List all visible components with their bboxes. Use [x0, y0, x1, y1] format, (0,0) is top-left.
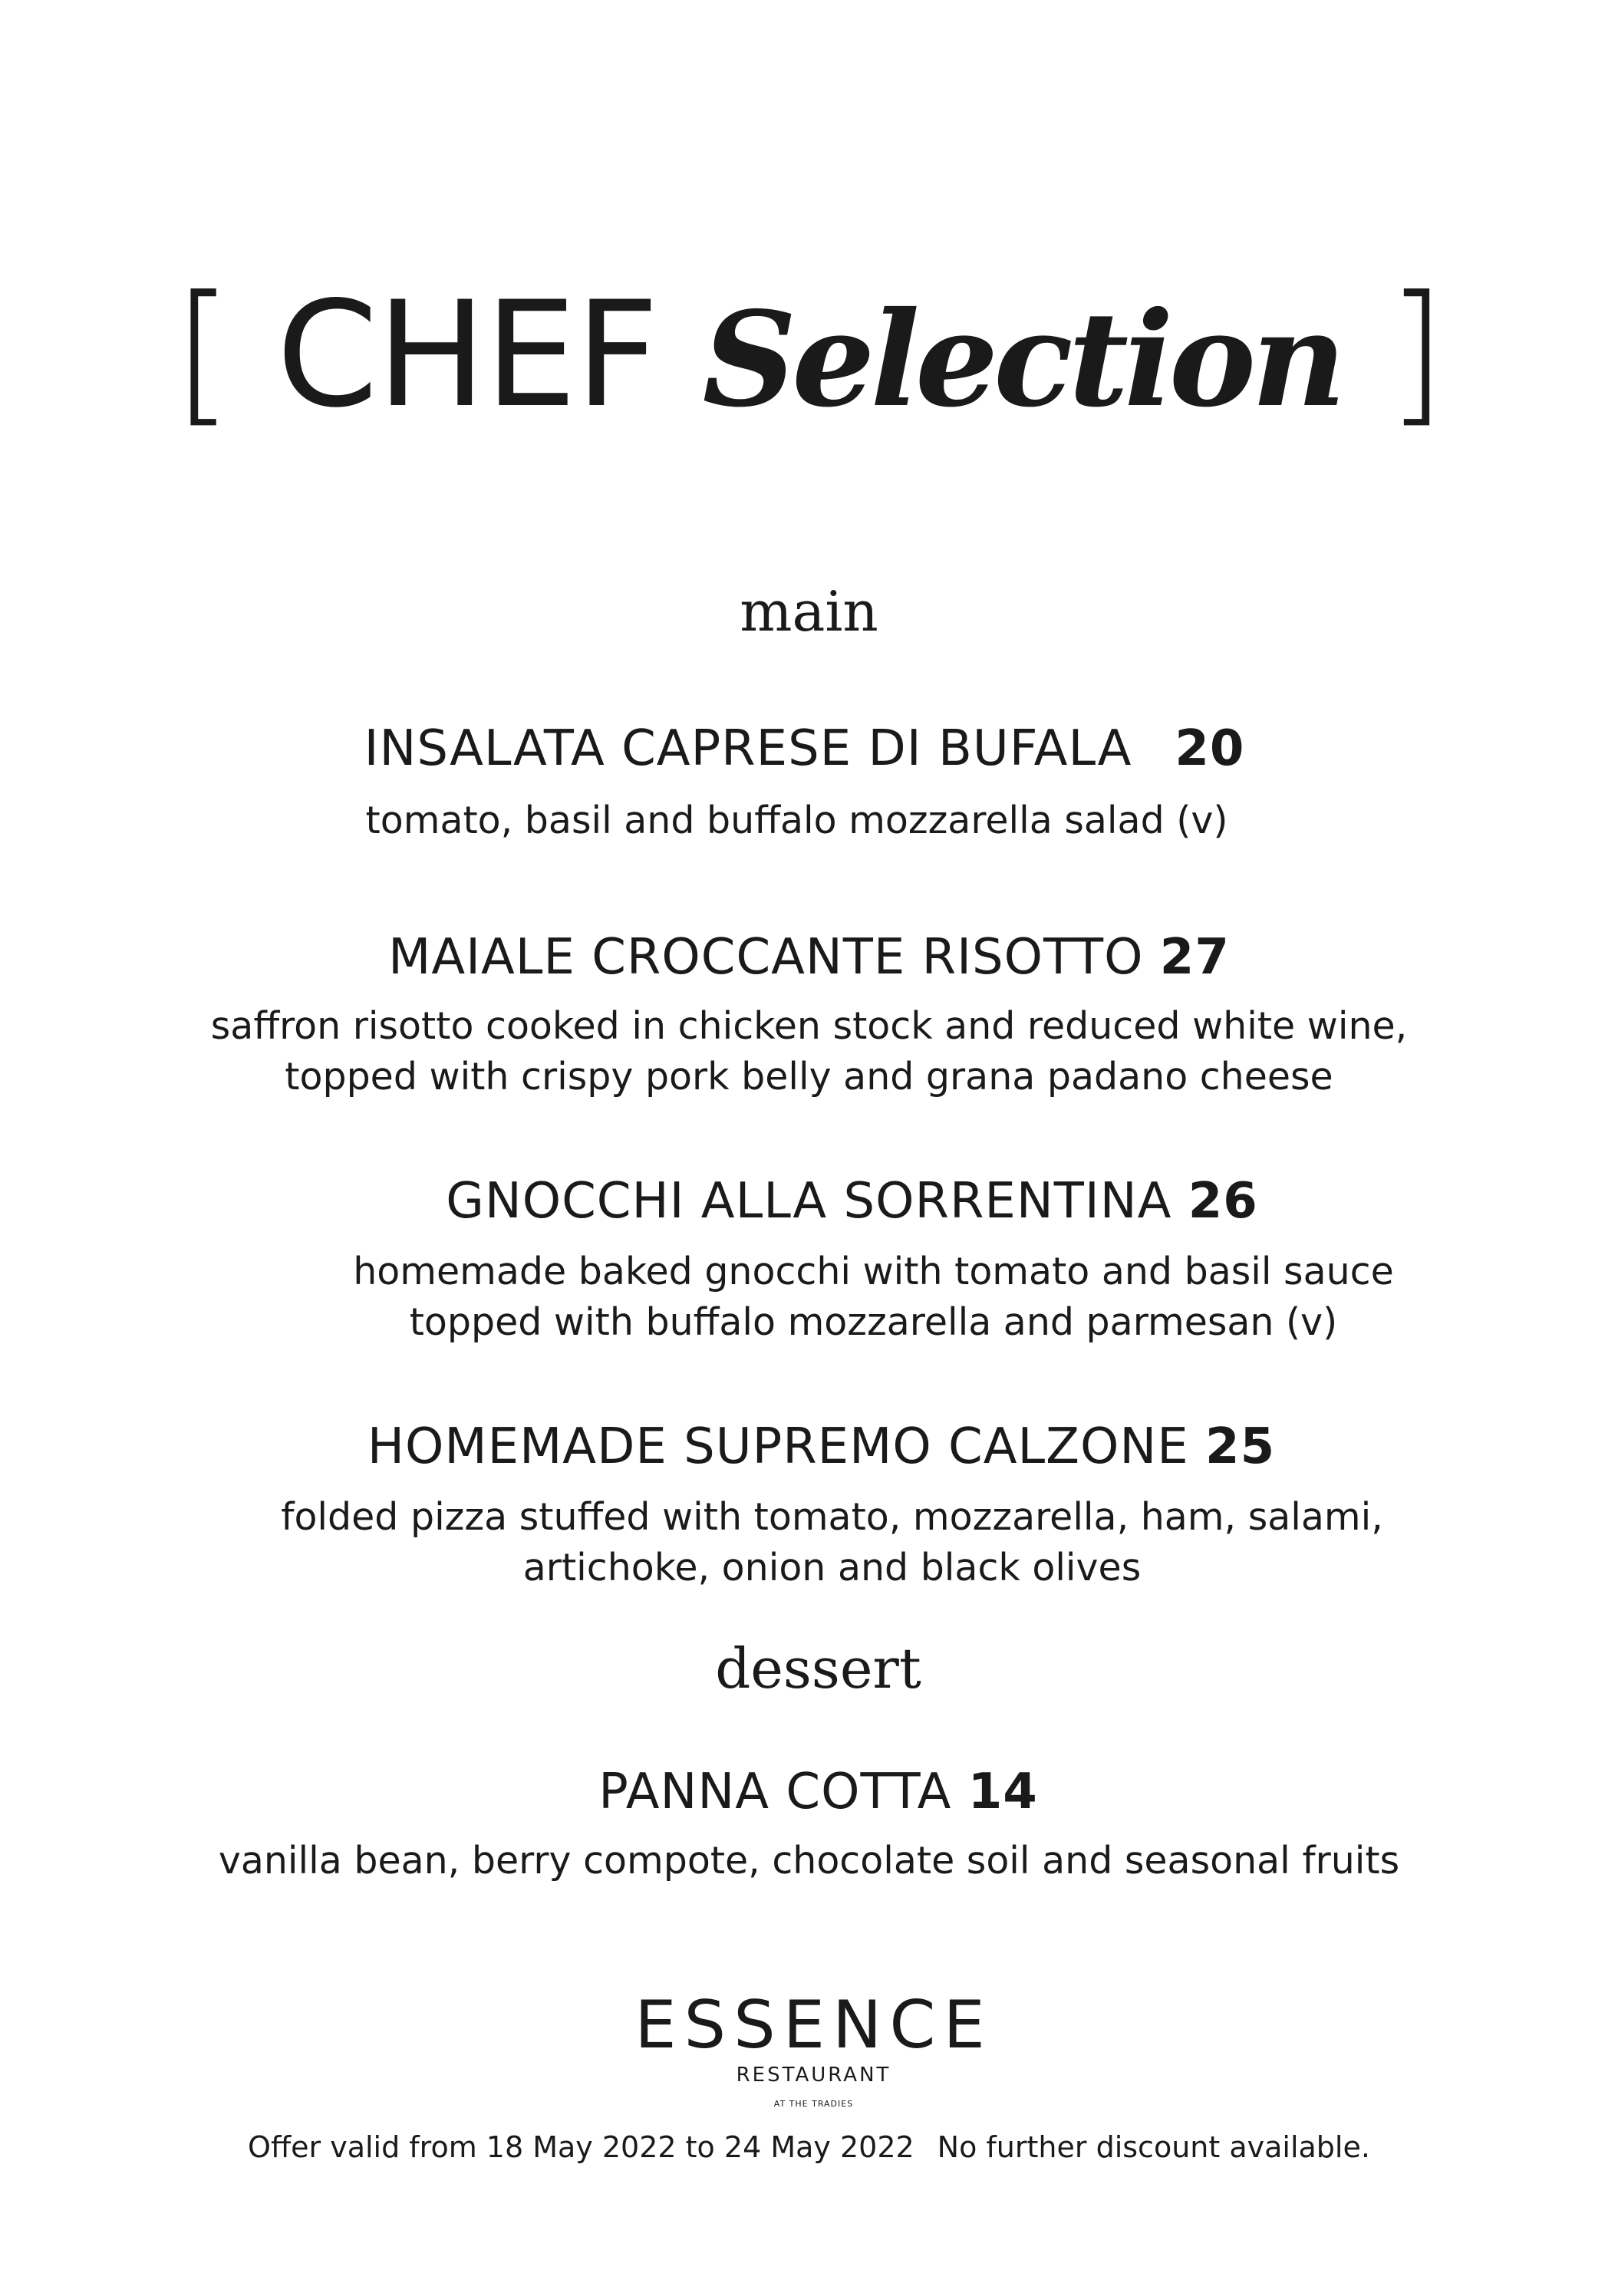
dish-name: PANNA COTTA — [598, 1764, 952, 1820]
dish-price: 25 — [1205, 1418, 1276, 1475]
dish-desc-maiale-line1: saffron risotto cooked in chicken stock and reduced white wine, — [210, 1004, 1408, 1048]
dish-name-calzone — [12, 1416, 1618, 1477]
section-heading-main: main — [740, 579, 878, 644]
dish-desc-calzone-line1: folded pizza stuffed with tomato, mozzarella, ham, salami, — [281, 1495, 1383, 1539]
logo-subtitle: RESTAURANT — [736, 2064, 891, 2087]
dish-price: 27 — [1159, 929, 1230, 986]
dish-desc-panna-cotta: vanilla bean, berry compote, chocolate soil and seasonal fruits — [218, 1839, 1400, 1883]
dish-name-panna-cotta — [9, 1761, 1618, 1823]
dish-price: 14 — [967, 1764, 1038, 1820]
section-heading-dessert: dessert — [715, 1636, 921, 1701]
dish-desc-gnocchi-line2: topped with buffalo mozzarella and parmesan (v) — [409, 1300, 1338, 1344]
title-close-bracket: ] — [1386, 263, 1445, 442]
footer-note — [0, 2128, 1618, 2166]
dish-name-maiale — [0, 927, 1618, 988]
dish-name: INSALATA CAPRESE DI BUFALA — [364, 720, 1132, 777]
dish-desc-gnocchi-line1: homemade baked gnocchi with tomato and basil sauce — [353, 1250, 1394, 1293]
dish-name: MAIALE CROCCANTE RISOTTO — [388, 929, 1144, 986]
title-open-bracket: [ — [173, 263, 232, 442]
dish-price: 20 — [1175, 720, 1245, 777]
page-title — [0, 261, 1618, 445]
dish-name: GNOCCHI ALLA SORRENTINA — [446, 1173, 1172, 1230]
title-selection: Selection — [702, 283, 1342, 436]
dish-price: 26 — [1188, 1173, 1258, 1230]
dish-desc-calzone-line2: artichoke, onion and black olives — [522, 1546, 1142, 1589]
logo-tagline: AT THE TRADIES — [773, 2099, 854, 2109]
dish-desc-insalata: tomato, basil and buffalo mozzarella salad (v) — [365, 799, 1228, 842]
dish-name-gnocchi — [43, 1171, 1618, 1232]
dish-name: HOMEMADE SUPREMO CALZONE — [367, 1418, 1189, 1475]
title-chef: CHEF — [276, 270, 658, 440]
dish-name-insalata — [0, 718, 1613, 779]
footer-discount-note: No further discount available. — [937, 2130, 1370, 2164]
dish-desc-maiale-line2: topped with crispy pork belly and grana padano cheese — [285, 1055, 1333, 1099]
logo-essence: ESSENCE — [634, 1987, 993, 2064]
footer-validity: Offer valid from 18 May 2022 to 24 May 2022 — [248, 2130, 914, 2164]
